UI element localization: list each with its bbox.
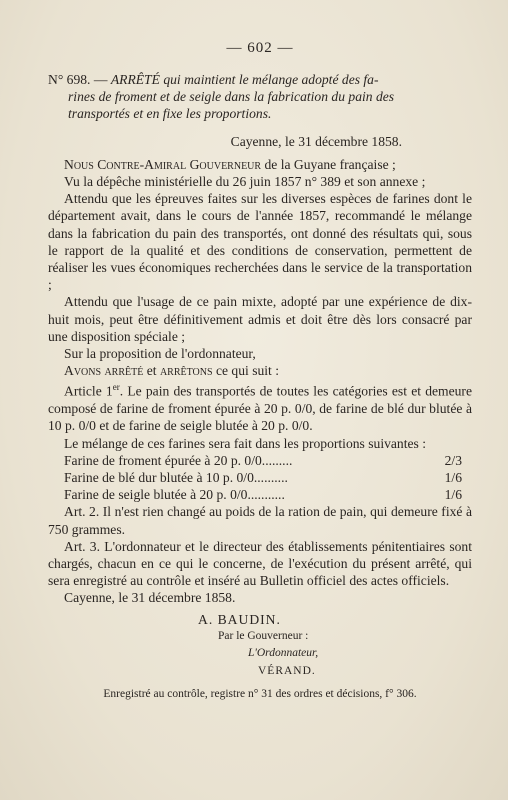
proportion-label: Farine de blé dur blutée à 10 p. 0/0..........	[64, 470, 288, 485]
countersign-name: VÉRAND.	[258, 664, 316, 677]
avons-et: et	[143, 363, 160, 379]
signatory-name: A. BAUDIN.	[198, 611, 281, 627]
proportion-row	[48, 452, 472, 469]
mix-intro: Le mélange de ces farines sera fait dans les proportions suivantes :	[64, 435, 426, 451]
article-3: Art. 3. L'ordonnateur et le directeur des établissements pénitentiaires sont chargés, chacun en ce qui le concerne, de l'exécution du présent arrêté, qui sera enregistré au contrôle et inséré au Bulletin officiel des actes officiels.	[48, 538, 472, 589]
article-2: Art. 2. Il n'est rien changé au poids de la ration de pain, qui demeure fixé à 750 grammes.	[48, 504, 472, 537]
preamble-proposition: Sur la proposition de l'ordonnateur,	[64, 346, 256, 362]
avons-arrete: Avons arrêté	[64, 363, 144, 379]
proportion-row	[48, 486, 472, 503]
decree-heading	[48, 71, 472, 88]
proportion-value: 1/6	[444, 487, 462, 503]
date-line: Cayenne, le 31 décembre 1858.	[230, 133, 402, 149]
by-governor: Par le Gouverneur :	[218, 630, 309, 643]
registration-note: Enregistré au contrôle, registre n° 31 des ordres et décisions, f° 306.	[103, 688, 417, 701]
preamble-vu: Vu la dépêche ministérielle du 26 juin 1857 n° 389 et son annexe ;	[64, 174, 426, 190]
preamble-governor	[48, 156, 472, 173]
avons-rest: ce qui suit :	[212, 363, 280, 379]
closing-date: Cayenne, le 31 décembre 1858.	[64, 590, 236, 606]
page-number: — 602 —	[226, 40, 294, 56]
decree-title-line1: ARRÊTÉ qui maintient le mélange adopté des fa-	[110, 72, 379, 87]
heading-dash: —	[90, 72, 111, 87]
proportion-value: 2/3	[444, 452, 462, 468]
ordonnateur-role: L'Ordonnateur,	[248, 647, 319, 660]
proportion-label: Farine de seigle blutée à 20 p. 0/0...........	[64, 487, 285, 503]
governor-title: Nous Contre-Amiral Gouverneur	[64, 156, 262, 172]
decree-title-line2: rines de froment et de seigle dans la fabrication du pain des	[68, 89, 395, 105]
article-1-text: . Le pain des transportés de toutes les catégories est et demeure composé de farine de froment épurée à 20 p. 0/0, de farine de blé dur blutée à 10 p. 0/0 et de farine de seigle blutée à 20 p. 0/0.	[48, 383, 472, 434]
proportion-row	[48, 469, 472, 486]
preamble-avons	[48, 362, 472, 379]
decree-title-line3: transportés et en fixe les proportions.	[68, 106, 272, 122]
proportion-label: Farine de froment épurée à 20 p. 0/0.........	[64, 452, 293, 468]
preamble-attendu-2: Attendu que l'usage de ce pain mixte, adopté par une expérience de dix-huit mois, peut être définitivement admis et doit être dès lors consacré par une disposition spéciale ;	[48, 294, 472, 344]
article-1-sup: er	[112, 382, 120, 393]
article-1-label: Article 1	[64, 383, 113, 399]
article-1	[48, 379, 472, 434]
governor-rest: de la Guyane française ;	[261, 156, 396, 172]
proportion-value: 1/6	[444, 470, 462, 485]
preamble-attendu-1: Attendu que les épreuves faites sur les diverses espèces de farines dont le département avait, dans le cours de l'année 1857, recommandé le mélange dans la fabrication du pain des transportés, ont donné des résultats qui, sous le rapport de la qualité et des conditions de conservation, permettent de réaliser les vues économiques recherchées dans le service de la transportation ;	[48, 191, 472, 293]
decree-number: N° 698.	[48, 72, 91, 87]
arretons: arrêtons	[159, 363, 213, 379]
